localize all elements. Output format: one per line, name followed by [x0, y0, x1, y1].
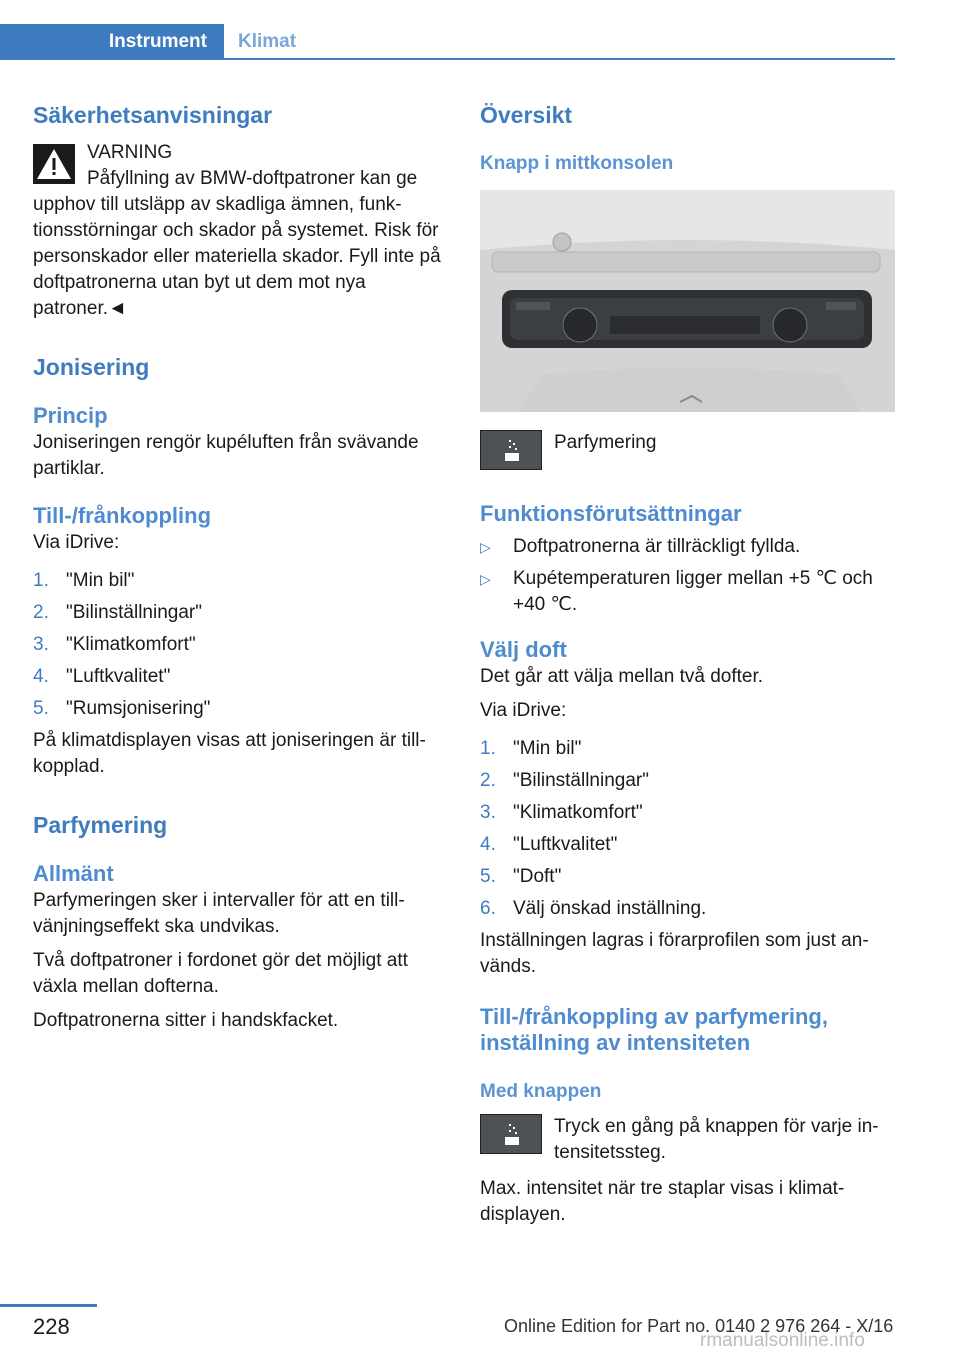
scent-steps-list: [480, 736, 895, 922]
fragrance-button-icon[interactable]: [480, 430, 542, 470]
list-item: 6. Välj önskad inställning.: [480, 898, 707, 919]
page-number: 228: [33, 1314, 70, 1339]
list-item: 3. "Klimatkomfort": [480, 802, 643, 823]
list-item: 1. "Min bil": [480, 738, 582, 759]
safety-heading: Säkerhetsanvisningar: [33, 102, 273, 128]
conditions-heading: Funktionsförutsättningar: [480, 501, 742, 526]
list-item: 4. "Luftkvalitet": [33, 666, 171, 687]
tab-instrument[interactable]: Instrument: [0, 24, 224, 60]
conditions-list: [480, 534, 895, 618]
warning-block: [33, 140, 448, 322]
general-text-1: Parfymeringen sker i intervaller för att en tillvänjningseffekt ska undvikas.: [33, 890, 405, 937]
edition-text: Online Edition for Part no. 0140 2 976 264 - X/16: [504, 1316, 894, 1336]
overview-heading: Översikt: [480, 102, 573, 128]
right-column: [480, 100, 895, 1228]
list-item: 1. "Min bil": [33, 570, 135, 591]
warning-text: Påfyllning av BMW-doftpatroner kan ge upphov till utsläpp av skadliga ämnen, funktionsstörningar och skador på systemet. Risk för personskador eller materiella skador. Fyll inte på doftpatronerna utan byt ut dem mot nya patroner.◄: [33, 168, 441, 319]
with-button-subheading: Med knappen: [480, 1081, 602, 1102]
fragrance-icon: [481, 431, 541, 469]
watermark: rmanualsonline.info: [700, 1330, 865, 1351]
general-text-2: Två doftpatroner i fordonet gör det möjligt att växla mellan dofterna.: [33, 950, 408, 997]
general-heading: Allmänt: [33, 861, 114, 886]
intensity-button-row: [480, 1114, 895, 1166]
list-item: 3. "Klimatkomfort": [33, 634, 196, 655]
ion-heading: Jonisering: [33, 354, 150, 380]
fragrance-button-icon-2[interactable]: [480, 1114, 542, 1154]
toggle-heading: Till-/frånkoppling: [33, 503, 212, 528]
list-item: 2. "Bilinställningar": [480, 770, 649, 791]
footer-rule: [0, 1304, 97, 1307]
tab-klimat[interactable]: Klimat: [238, 31, 297, 52]
list-item: 4. "Luftkvalitet": [480, 834, 618, 855]
profile-text: Inställningen lagras i förarprofilen som just används.: [480, 930, 869, 977]
list-item: 2. "Bilinställningar": [33, 602, 202, 623]
list-item: ▷ Kupétemperaturen ligger mellan +5 ℃ och +40 ℃.: [480, 568, 873, 615]
press-text: Tryck en gång på knappen för varje intensitetssteg.: [554, 1116, 879, 1163]
center-console-photo: [480, 190, 895, 412]
parf-button-row: [480, 430, 895, 470]
warning-triangle-icon: [33, 144, 75, 184]
intensity-heading: Till-/frånkoppling av parfymering, inställning av intensiteten: [480, 1004, 828, 1055]
parf-heading: Parfymering: [33, 812, 168, 838]
button-subheading: Knapp i mittkonsolen: [480, 153, 674, 174]
via-idrive-label: Via iDrive:: [33, 532, 120, 553]
max-intensity-text: Max. intensitet när tre staplar visas i klimatdisplayen.: [480, 1178, 845, 1225]
princip-text: Joniseringen rengör kupéluften från svävande partiklar.: [33, 432, 419, 479]
general-text-3: Doftpatronerna sitter i handskfacket.: [33, 1010, 339, 1031]
left-column: [33, 100, 448, 1034]
princip-heading: Princip: [33, 403, 108, 428]
parf-button-label: Parfymering: [554, 432, 657, 453]
list-item: ▷ Doftpatronerna är tillräckligt fyllda.: [480, 536, 801, 557]
scent-text: Det går att välja mellan två dofter.: [480, 666, 764, 687]
list-item: 5. "Rumsjonisering": [33, 698, 211, 719]
tab-underline: [0, 58, 895, 60]
fragrance-icon: [481, 1115, 541, 1153]
ion-display-text: På klimatdisplayen visas att joniseringen är tillkopplad.: [33, 730, 426, 777]
via-idrive-label-2: Via iDrive:: [480, 700, 567, 721]
warning-label: VARNING: [87, 142, 173, 163]
list-item: 5. "Doft": [480, 866, 562, 887]
scent-heading: Välj doft: [480, 637, 567, 662]
ion-steps-list: [33, 568, 448, 722]
chapter-tabs: [0, 24, 895, 60]
